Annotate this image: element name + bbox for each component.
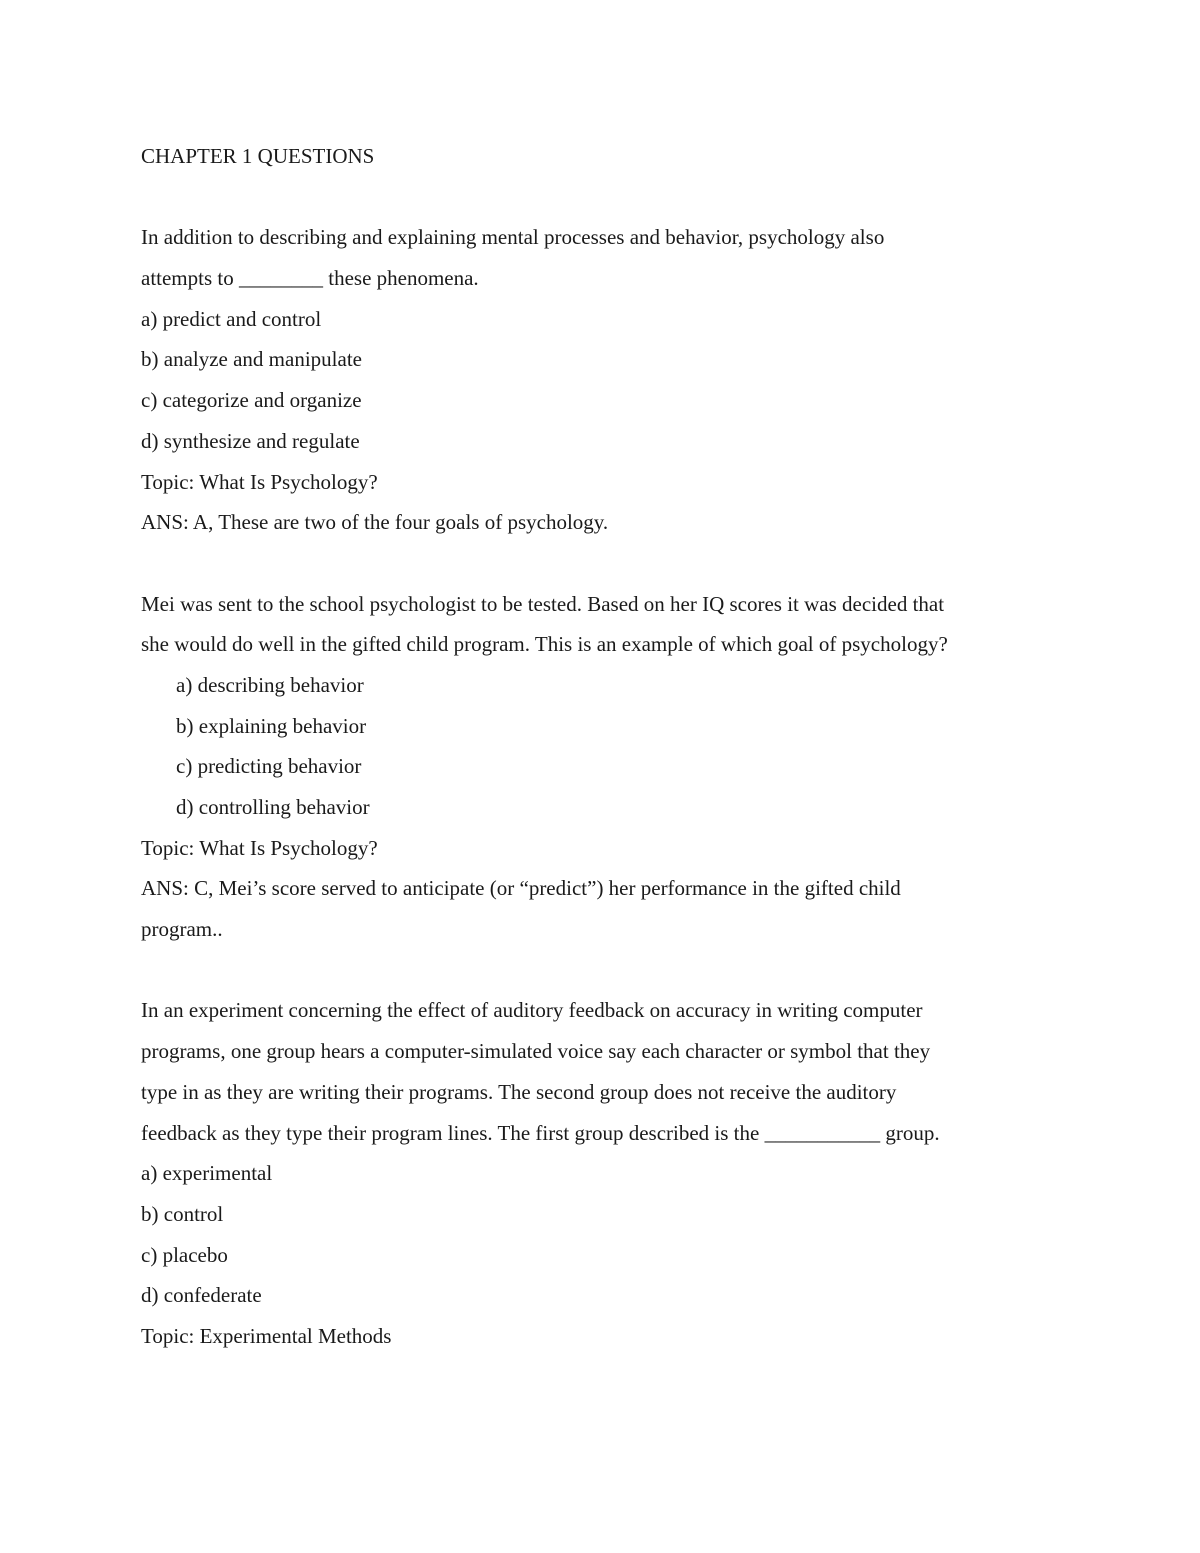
question-1 [141,217,1081,543]
question-stem-line: In an experiment concerning the effect of auditory feedback on accuracy in writing computer [141,998,923,1023]
spacer [141,543,1081,584]
question-topic: Topic: Experimental Methods [141,1323,392,1348]
answer-option: c) categorize and organize [141,388,362,413]
question-answer: ANS: A, These are two of the four goals of psychology. [141,510,609,535]
question-answer: ANS: C, Mei’s score served to anticipate (or “predict”) her performance in the gifted child [141,876,901,901]
answer-option: b) control [141,1201,224,1226]
answer-option: c) placebo [141,1242,228,1267]
answer-option: b) explaining behavior [176,713,367,738]
question-stem-line: attempts to ________ these phenomena. [141,266,479,291]
chapter-title: CHAPTER 1 QUESTIONS [141,144,375,168]
question-stem-line: Mei was sent to the school psychologist to be tested. Based on her IQ scores it was decided that [141,591,945,616]
answer-option: c) predicting behavior [176,754,362,779]
answer-option: a) experimental [141,1161,273,1186]
question-3 [141,990,1081,1356]
question-stem-line: In addition to describing and explaining mental processes and behavior, psychology also [141,225,885,250]
question-stem-line: type in as they are writing their programs. The second group does not receive the auditory [141,1079,897,1104]
answer-option: d) synthesize and regulate [141,428,360,453]
answer-option: a) describing behavior [176,672,364,697]
question-stem-line: programs, one group hears a computer-simulated voice say each character or symbol that they [141,1039,931,1064]
answer-option: d) controlling behavior [176,795,370,819]
question-stem-line: she would do well in the gifted child program. This is an example of which goal of psychology? [141,632,948,657]
answer-option: d) confederate [141,1283,262,1308]
spacer [141,950,1081,991]
question-topic: Topic: What Is Psychology? [141,835,378,860]
question-answer: program.. [141,917,223,942]
question-topic: Topic: What Is Psychology? [141,469,378,494]
question-2 [141,584,1081,950]
answer-option: b) analyze and manipulate [141,347,362,372]
question-stem-line: feedback as they type their program lines. The first group described is the ___________ group. [141,1120,940,1145]
answer-option: a) predict and control [141,306,322,331]
document-page [141,136,1081,1357]
spacer [141,177,1081,218]
